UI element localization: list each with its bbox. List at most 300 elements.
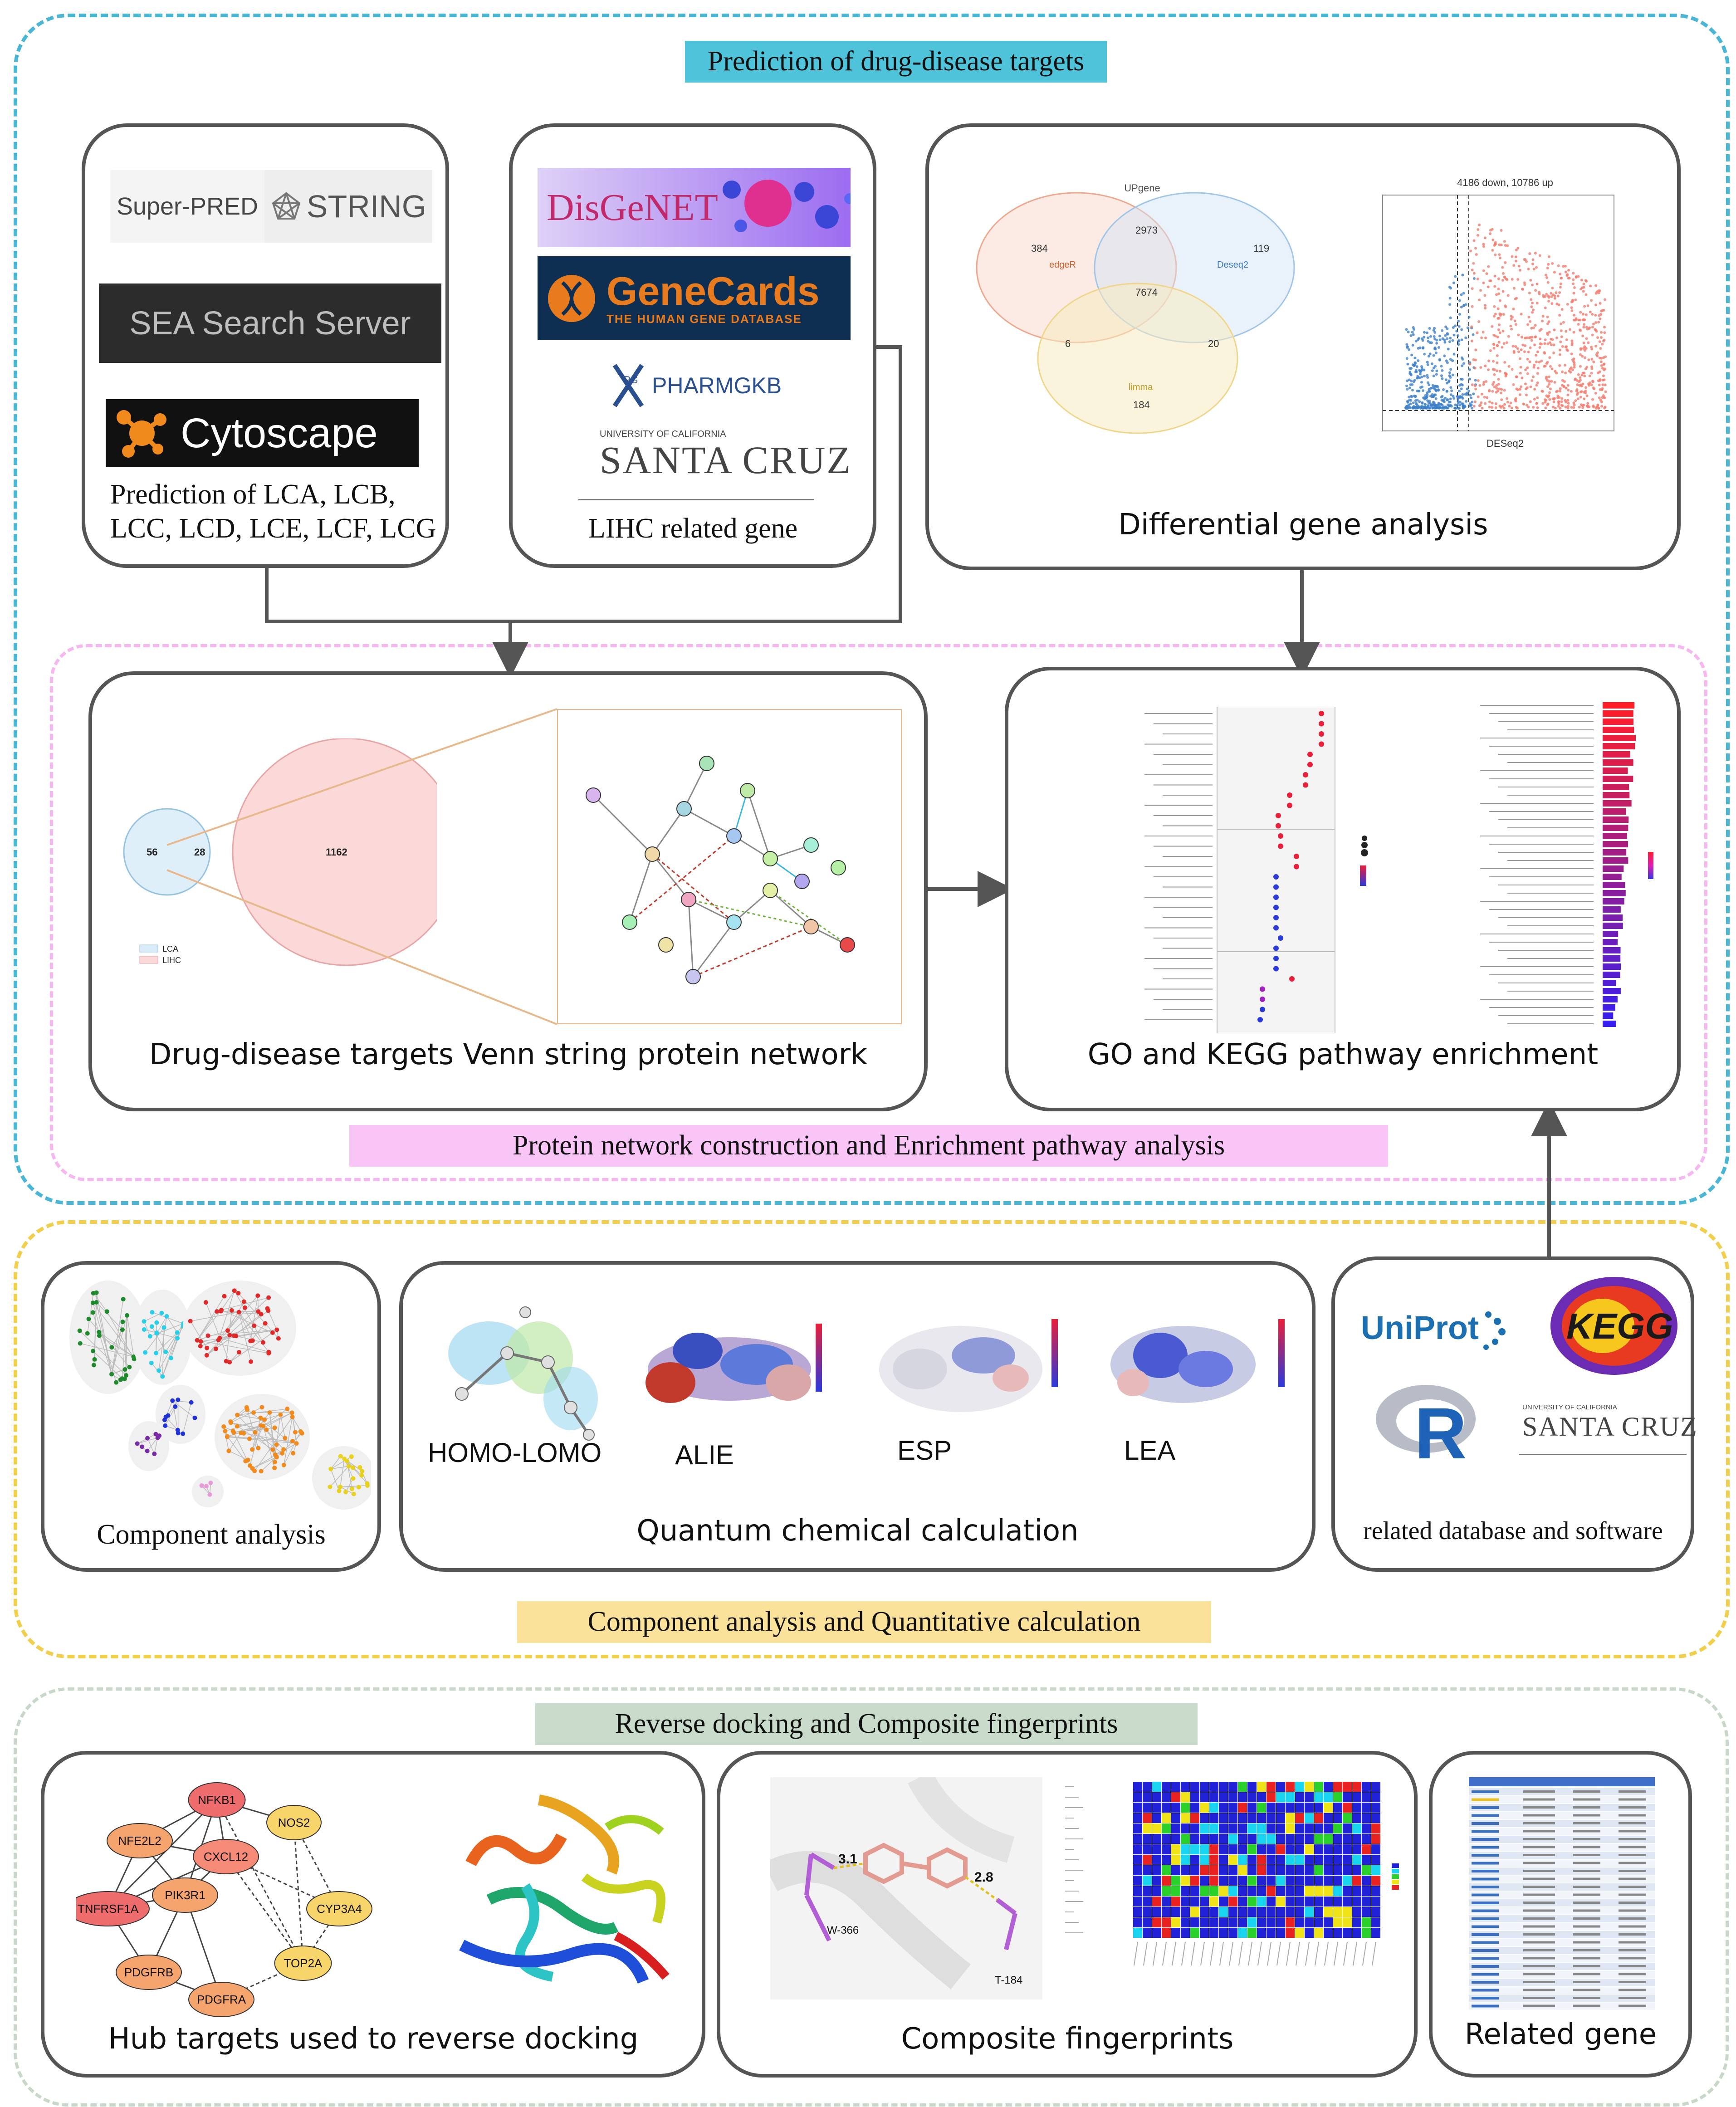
fp-cell	[1324, 1803, 1333, 1813]
distance-1: 3.1	[838, 1852, 857, 1867]
esp-render	[875, 1305, 1065, 1419]
cluster-node	[78, 1341, 83, 1346]
fp-cell	[1209, 1813, 1218, 1823]
go-dotplot	[1054, 707, 1380, 1033]
volcano-point-up	[1600, 364, 1603, 367]
volcano-point-up	[1582, 283, 1585, 285]
table-value-cell	[1573, 1957, 1600, 1960]
volcano-point-up	[1549, 341, 1551, 344]
volcano-point-up	[1570, 339, 1573, 342]
fp-cell	[1190, 1865, 1199, 1875]
volcano-point-up	[1484, 304, 1487, 307]
volcano-point-down	[1445, 378, 1447, 381]
volcano-point-up	[1474, 247, 1477, 249]
volcano-point-up	[1567, 402, 1570, 405]
fp-cell	[1219, 1823, 1228, 1833]
fp-cell	[1286, 1792, 1295, 1802]
fp-cell	[1228, 1886, 1237, 1896]
caption-prediction-line1: Prediction of LCA, LCB,	[110, 479, 396, 510]
fp-cell	[1152, 1928, 1161, 1938]
fp-cell	[1305, 1886, 1314, 1896]
table-value-cell	[1523, 1933, 1555, 1936]
volcano-point-up	[1603, 326, 1606, 328]
fp-cell	[1267, 1823, 1276, 1833]
volcano-point-up	[1553, 401, 1555, 403]
volcano-point-up	[1522, 403, 1525, 406]
cluster-node	[91, 1310, 95, 1315]
volcano-point-down	[1464, 303, 1467, 306]
fp-cell	[1162, 1876, 1171, 1886]
cluster-node	[225, 1328, 230, 1333]
fp-cell	[1343, 1834, 1352, 1844]
volcano-point-down	[1441, 407, 1443, 410]
fp-cell	[1171, 1834, 1180, 1844]
cluster-node	[159, 1311, 164, 1315]
volcano-point-up	[1508, 365, 1511, 368]
volcano-point-up	[1494, 313, 1497, 315]
go-term-lines	[1144, 714, 1213, 1020]
fp-cell	[1200, 1813, 1209, 1823]
volcano-point-up	[1530, 305, 1533, 308]
volcano-point-up	[1551, 262, 1554, 265]
fp-cell	[1181, 1792, 1190, 1802]
table-value-cell	[1619, 1997, 1646, 1999]
volcano-point-up	[1497, 288, 1500, 290]
fp-col-label	[1153, 1942, 1157, 1965]
volcano-point-up	[1570, 306, 1573, 309]
fp-cell	[1238, 1876, 1247, 1886]
fp-cell	[1152, 1834, 1161, 1844]
volcano-point-down	[1427, 340, 1429, 342]
volcano-point-down	[1449, 287, 1452, 289]
volcano-point-down	[1430, 405, 1433, 407]
volcano-point-up	[1559, 273, 1561, 275]
fp-cell	[1362, 1844, 1371, 1854]
venn-deg-ac: 6	[1065, 338, 1071, 349]
volcano-point-down	[1420, 381, 1423, 384]
fp-cell	[1314, 1792, 1323, 1802]
volcano-point-up	[1479, 404, 1482, 406]
volcano-point-down	[1448, 372, 1451, 374]
fp-cell	[1228, 1823, 1237, 1833]
volcano-point-down	[1443, 401, 1446, 403]
kegg-bar	[1603, 759, 1633, 766]
volcano-point-up	[1554, 381, 1556, 384]
fp-cell	[1314, 1844, 1323, 1854]
volcano-point-up	[1496, 336, 1499, 338]
volcano-point-down	[1413, 380, 1415, 383]
fp-cell	[1362, 1803, 1371, 1813]
cluster-node	[204, 1484, 209, 1488]
volcano-point-up	[1500, 388, 1503, 391]
volcano-point-down	[1410, 380, 1413, 382]
volcano-point-up	[1579, 376, 1581, 379]
volcano-point-down	[1441, 369, 1443, 372]
volcano-point-down	[1457, 400, 1459, 403]
table-value-cell	[1523, 1989, 1555, 1991]
fp-cell	[1152, 1876, 1161, 1886]
venn-legend-lihc: LIHC	[162, 956, 181, 965]
fp-cell	[1238, 1897, 1247, 1907]
volcano-point-up	[1591, 398, 1594, 401]
volcano-point-down	[1448, 340, 1451, 343]
volcano-point-up	[1565, 330, 1567, 333]
volcano-point-up	[1521, 336, 1523, 338]
kegg-term-lines	[1480, 705, 1594, 1024]
volcano-point-up	[1538, 346, 1541, 349]
cluster-node	[253, 1430, 258, 1435]
fp-cell	[1314, 1865, 1323, 1875]
volcano-point-up	[1487, 359, 1490, 362]
volcano-point-up	[1595, 353, 1598, 356]
cluster-node	[282, 1463, 286, 1467]
volcano-point-up	[1497, 293, 1500, 295]
pharmgkb-icon	[610, 361, 646, 411]
go-dot	[1276, 813, 1281, 818]
volcano-point-up	[1524, 337, 1526, 339]
volcano-point-up	[1561, 308, 1564, 311]
volcano-point-up	[1527, 268, 1530, 270]
caption-quantum: Quantum chemical calculation	[636, 1514, 1079, 1548]
volcano-point-up	[1509, 401, 1512, 404]
go-dot	[1319, 742, 1324, 747]
fp-cell	[1352, 1792, 1361, 1802]
kegg-bar	[1603, 947, 1621, 953]
kegg-bar	[1603, 768, 1628, 774]
cluster-node	[206, 1334, 210, 1338]
fp-cell	[1228, 1897, 1237, 1907]
volcano-point-up	[1498, 341, 1501, 343]
fp-cell	[1305, 1876, 1314, 1886]
fp-cell	[1181, 1917, 1190, 1927]
venn-deg-set-c: limma	[1129, 382, 1153, 392]
fp-cell	[1352, 1782, 1361, 1792]
hub-node-label: CXCL12	[203, 1850, 249, 1863]
fp-col-label	[1258, 1942, 1262, 1965]
fp-cell	[1200, 1855, 1209, 1865]
volcano-point-down	[1411, 331, 1414, 333]
kegg-bar	[1603, 931, 1618, 937]
volcano-point-up	[1484, 402, 1487, 405]
go-dot	[1294, 864, 1299, 870]
volcano-point-up	[1580, 288, 1582, 290]
volcano-point-up	[1506, 401, 1509, 404]
volcano-point-down	[1430, 342, 1433, 344]
fp-cell	[1200, 1907, 1209, 1917]
volcano-point-up	[1597, 379, 1600, 382]
volcano-point-up	[1587, 341, 1589, 344]
volcano-point-down	[1465, 400, 1467, 403]
kegg-bar	[1603, 784, 1629, 790]
volcano-point-down	[1472, 392, 1475, 395]
volcano-point-up	[1579, 311, 1582, 313]
volcano-point-up	[1536, 302, 1539, 304]
table-value-cell	[1619, 1917, 1646, 1920]
fp-cell	[1324, 1823, 1333, 1833]
volcano-point-up	[1474, 384, 1477, 387]
cluster-node	[114, 1380, 118, 1385]
volcano-point-down	[1433, 347, 1436, 350]
volcano-point-up	[1507, 335, 1510, 338]
fp-cell	[1190, 1834, 1199, 1844]
component-clusters	[69, 1281, 371, 1510]
fp-cell	[1133, 1928, 1142, 1938]
cluster-node	[214, 1347, 218, 1351]
table-gene-cell	[1472, 1870, 1499, 1872]
table-value-cell	[1619, 1862, 1646, 1864]
fp-cell	[1228, 1792, 1237, 1802]
volcano-point-down	[1452, 334, 1455, 337]
kegg-bar	[1603, 923, 1623, 929]
volcano-point-down	[1412, 401, 1415, 404]
volcano-point-up	[1596, 404, 1599, 407]
table-value-cell	[1573, 1799, 1600, 1801]
volcano-point-down	[1408, 367, 1411, 370]
fp-cell	[1219, 1897, 1228, 1907]
volcano-point-down	[1457, 320, 1460, 323]
kegg-bar	[1603, 727, 1634, 733]
fp-cell	[1305, 1907, 1314, 1917]
volcano-point-down	[1441, 329, 1443, 332]
caption-prediction-line2: LCC, LCD, LCE, LCF, LCG	[110, 513, 436, 544]
protein-ribbon	[435, 1773, 689, 2009]
fp-cell	[1143, 1803, 1152, 1813]
fp-cell	[1333, 1813, 1342, 1823]
table-gene-cell	[1472, 1957, 1499, 1960]
fp-cell	[1162, 1803, 1171, 1813]
volcano-point-up	[1511, 406, 1513, 409]
volcano-point-down	[1464, 337, 1467, 339]
volcano-point-up	[1532, 406, 1535, 409]
volcano-point-up	[1478, 224, 1481, 226]
fp-cell	[1371, 1928, 1380, 1938]
fp-cell	[1295, 1855, 1304, 1865]
volcano-point-up	[1599, 318, 1601, 320]
volcano-point-up	[1534, 252, 1537, 254]
venn-deg-ab: 2973	[1135, 225, 1158, 236]
volcano-point-up	[1524, 382, 1527, 385]
table-value-cell	[1619, 1910, 1646, 1912]
cluster-node	[278, 1413, 283, 1417]
fp-cell	[1219, 1792, 1228, 1802]
fp-cell	[1371, 1782, 1380, 1792]
fp-cell	[1324, 1886, 1333, 1896]
kegg-bar	[1603, 906, 1621, 913]
volcano-point-down	[1431, 362, 1433, 365]
cluster-node	[252, 1324, 256, 1328]
cluster-node	[235, 1424, 240, 1428]
volcano-point-down	[1415, 402, 1418, 405]
volcano-point-up	[1559, 390, 1561, 392]
go-dot	[1319, 711, 1324, 716]
volcano-point-down	[1418, 337, 1420, 340]
table-gene-cell	[1472, 1814, 1499, 1817]
volcano-point-up	[1482, 243, 1485, 245]
table-value-cell	[1619, 1806, 1646, 1809]
logo-superpred: Super-PRED	[110, 170, 264, 243]
fp-cell	[1324, 1855, 1333, 1865]
fp-cell	[1209, 1865, 1218, 1875]
cluster-node	[149, 1361, 154, 1365]
volcano-point-up	[1480, 401, 1482, 404]
cluster-node	[225, 1435, 230, 1439]
volcano-point-up	[1519, 269, 1521, 272]
volcano-point-up	[1561, 345, 1564, 348]
fp-cell	[1362, 1823, 1371, 1833]
fp-cell	[1314, 1855, 1323, 1865]
fp-cell	[1371, 1813, 1380, 1823]
volcano-point-up	[1523, 350, 1526, 353]
volcano-point-down	[1450, 405, 1453, 408]
cluster-node	[227, 1333, 232, 1337]
cluster-halo	[128, 1421, 169, 1471]
cluster-node	[237, 1310, 241, 1315]
lea-render	[1106, 1305, 1296, 1419]
table-value-cell	[1619, 1941, 1646, 1944]
volcano-point-down	[1448, 380, 1451, 382]
cluster-node	[249, 1359, 253, 1364]
kegg-bar	[1603, 939, 1618, 945]
cluster-node	[298, 1429, 303, 1434]
cluster-node	[142, 1319, 147, 1324]
fp-cell	[1247, 1813, 1257, 1823]
volcano-point-up	[1594, 303, 1597, 306]
cluster-node	[145, 1449, 150, 1453]
volcano-point-up	[1599, 340, 1601, 343]
volcano-point-up	[1511, 255, 1513, 258]
fp-cell	[1171, 1803, 1180, 1813]
kegg-bar	[1603, 988, 1621, 994]
volcano-point-down	[1449, 397, 1452, 400]
volcano-point-up	[1545, 276, 1548, 279]
caption-differential: Differential gene analysis	[1118, 508, 1488, 542]
fp-cell	[1228, 1917, 1237, 1927]
volcano-point-up	[1491, 249, 1494, 252]
volcano-point-down	[1411, 395, 1413, 398]
volcano-point-up	[1548, 394, 1550, 397]
table-value-cell	[1619, 1926, 1646, 1928]
fp-cell	[1133, 1813, 1142, 1823]
fp-cell	[1190, 1928, 1199, 1938]
volcano-point-down	[1458, 313, 1461, 316]
volcano-point-down	[1427, 363, 1429, 366]
volcano-point-up	[1596, 336, 1599, 339]
volcano-point-up	[1519, 372, 1522, 375]
volcano-point-up	[1532, 376, 1535, 378]
table-gene-cell	[1472, 1917, 1499, 1920]
fp-cell	[1314, 1782, 1323, 1792]
volcano-point-up	[1572, 279, 1575, 281]
kegg-bar	[1603, 865, 1624, 872]
fp-cell	[1333, 1928, 1342, 1938]
cluster-node	[150, 1324, 154, 1329]
box-hub	[41, 1751, 705, 2078]
fp-cell	[1133, 1823, 1142, 1833]
logo-ucsc-1: UNIVERSITY OF CALIFORNIA SANTA CRUZ	[594, 424, 807, 485]
cluster-node	[85, 1331, 90, 1336]
volcano-point-up	[1528, 252, 1531, 255]
volcano-point-down	[1422, 346, 1424, 349]
volcano-point-up	[1592, 361, 1595, 363]
label-esp: ESP	[897, 1435, 952, 1466]
venn-legend-lca: LCA	[162, 944, 179, 953]
cluster-node	[266, 1309, 270, 1313]
volcano-point-up	[1500, 398, 1503, 401]
cluster-node	[93, 1357, 97, 1362]
volcano-point-up	[1503, 403, 1506, 406]
cluster-node	[290, 1439, 295, 1443]
fp-cell	[1133, 1886, 1142, 1896]
fp-cell	[1305, 1855, 1314, 1865]
fp-cell	[1286, 1917, 1295, 1927]
go-dot	[1278, 833, 1283, 839]
volcano-point-up	[1530, 298, 1532, 301]
volcano-point-up	[1524, 344, 1526, 347]
fp-cell	[1257, 1928, 1266, 1938]
table-gene-cell	[1472, 1902, 1499, 1904]
volcano-point-up	[1509, 325, 1512, 328]
caption-fingerprints: Composite fingerprints	[901, 2022, 1234, 2056]
volcano-point-down	[1435, 352, 1438, 354]
volcano-point-up	[1489, 232, 1491, 235]
volcano-point-up	[1557, 264, 1560, 267]
volcano-point-down	[1464, 406, 1467, 408]
volcano-point-up	[1574, 399, 1577, 402]
logo-r: R	[1371, 1378, 1480, 1469]
volcano-point-down	[1445, 407, 1448, 410]
volcano-point-up	[1571, 343, 1574, 346]
table-value-cell	[1619, 1878, 1646, 1880]
cluster-node	[235, 1413, 240, 1417]
fp-cell	[1238, 1823, 1247, 1833]
fp-cell	[1276, 1928, 1285, 1938]
fp-cell	[1371, 1844, 1380, 1854]
volcano-point-up	[1599, 371, 1601, 373]
volcano-point-up	[1514, 319, 1516, 322]
fp-cell	[1238, 1834, 1247, 1844]
volcano-point-down	[1406, 357, 1408, 360]
cluster-node	[290, 1415, 295, 1419]
go-dot	[1273, 915, 1279, 920]
fp-cell	[1209, 1897, 1218, 1907]
fp-cell	[1295, 1886, 1304, 1896]
volcano-xlabel: DESeq2	[1487, 438, 1524, 449]
volcano-point-up	[1529, 401, 1532, 403]
fp-cell	[1295, 1823, 1304, 1833]
table-gene-cell	[1472, 1838, 1499, 1841]
go-dot	[1287, 792, 1292, 798]
fp-cell	[1143, 1823, 1152, 1833]
fp-cell	[1305, 1917, 1314, 1927]
volcano-point-down	[1426, 399, 1429, 402]
fp-cell	[1286, 1928, 1295, 1938]
fp-cell	[1219, 1855, 1228, 1865]
fp-cell	[1305, 1865, 1314, 1875]
volcano-point-up	[1585, 313, 1588, 316]
cluster-node	[87, 1317, 91, 1321]
volcano-point-up	[1494, 243, 1496, 245]
volcano-point-up	[1503, 389, 1506, 391]
fp-cell	[1362, 1813, 1371, 1823]
logo-uniprot: UniProt	[1358, 1287, 1512, 1369]
string-network	[557, 709, 902, 1024]
volcano-point-down	[1408, 386, 1411, 389]
volcano-point-up	[1481, 407, 1484, 410]
fp-cell	[1371, 1876, 1380, 1886]
fp-cell	[1267, 1897, 1276, 1907]
volcano-point-up	[1493, 305, 1496, 308]
volcano-point-up	[1575, 317, 1578, 320]
